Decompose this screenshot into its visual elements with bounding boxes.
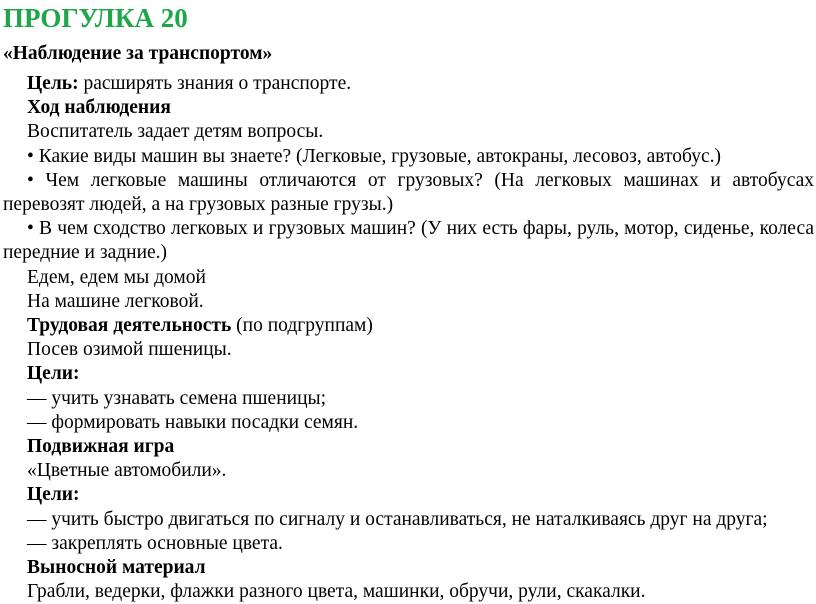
rhyme-line: На машине легковой. xyxy=(27,290,204,312)
question-item: • Чем легковые машины отличаются от грузовых? (На легковых машинах и автобусах перевозят людей, а на грузовых разные грузы.) xyxy=(3,169,814,216)
labor-goal-item: — учить узнавать семена пшеницы; xyxy=(27,387,327,409)
labor-goal-item: — формировать навыки посадки семян. xyxy=(27,411,359,433)
labor-label: Трудовая деятельность xyxy=(27,315,232,337)
rhyme-line: Едем, едем мы домой xyxy=(27,266,206,288)
game-goal-item: — учить быстро двигаться по сигналу и останавливаться, не наталкиваясь друг на друга; xyxy=(27,508,768,530)
material-heading: Выносной материал xyxy=(27,557,206,579)
walk-subtitle: «Наблюдение за транспортом» xyxy=(3,43,273,64)
goal-text: расширять знания о транспорте. xyxy=(78,73,352,94)
document-body xyxy=(3,72,814,604)
observation-heading: Ход наблюдения xyxy=(27,97,171,119)
page-title: ПРОГУЛКА 20 xyxy=(3,3,188,33)
game-goals-heading: Цели: xyxy=(27,484,80,506)
labor-task: Посев озимой пшеницы. xyxy=(27,339,232,361)
labor-goals-heading: Цели: xyxy=(27,363,80,385)
labor-line xyxy=(3,314,814,338)
observation-intro: Воспитатель задает детям вопросы. xyxy=(27,121,324,143)
question-item: • В чем сходство легковых и грузовых машин? (У них есть фары, руль, мотор, сиденье, колеса передние и задние.) xyxy=(3,218,814,264)
game-heading: Подвижная игра xyxy=(27,436,175,458)
material-text: Грабли, ведерки, флажки разного цвета, машинки, обручи, рули, скакалки. xyxy=(27,581,646,603)
game-name: «Цветные автомобили». xyxy=(27,460,227,482)
labor-text: (по подгруппам) xyxy=(231,315,373,337)
goal-line xyxy=(3,72,814,96)
game-goal-item: — закреплять основные цвета. xyxy=(27,532,283,554)
goal-label: Цель: xyxy=(27,73,79,94)
question-item: • Какие виды машин вы знаете? (Легковые, грузовые, автокраны, лесовоз, автобус.) xyxy=(27,145,721,167)
